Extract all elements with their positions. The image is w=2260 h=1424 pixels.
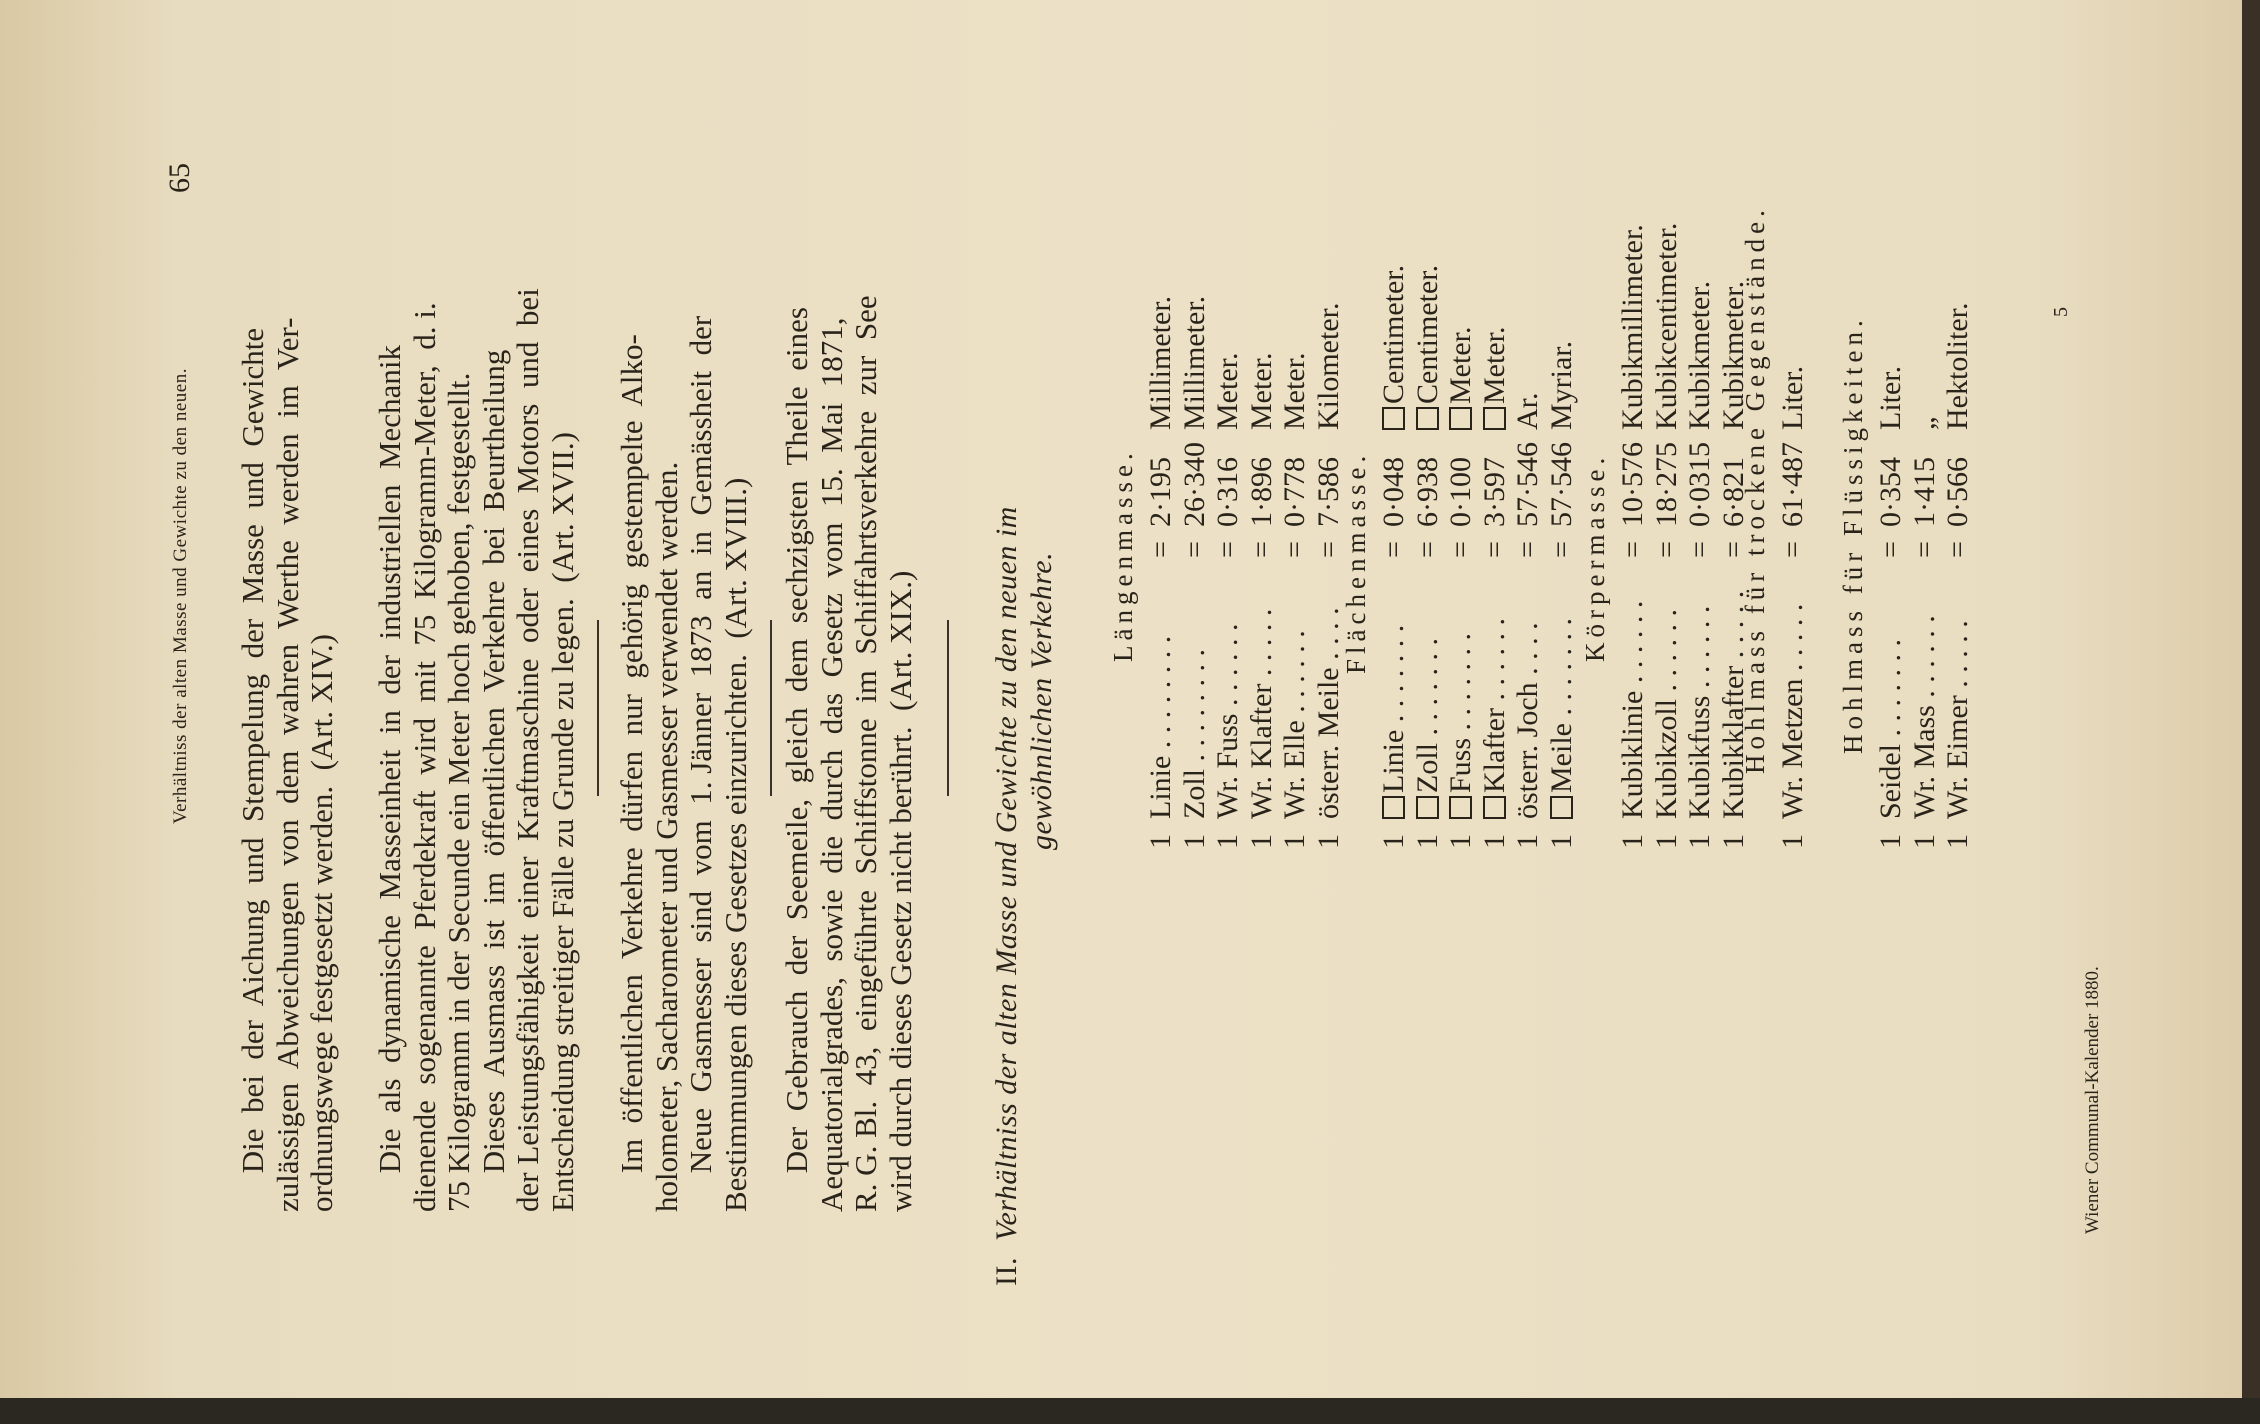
table-row (1444, 0, 1477, 1424)
row-value: 0·778 (1278, 457, 1311, 527)
row-quantity: 1 (1874, 834, 1907, 849)
table-row (1650, 0, 1683, 1424)
row-quantity: 1 (1278, 834, 1311, 849)
row-quantity: 1 (1716, 834, 1750, 849)
row-equals: = (1244, 541, 1278, 558)
row-value: 0·354 (1874, 457, 1907, 527)
row-quantity: 1 (1907, 834, 1941, 849)
row-equals: = (1941, 541, 1974, 558)
row-value: 1·896 (1244, 457, 1278, 527)
table-row (1545, 0, 1578, 1424)
paragraph-art-xvii: Die als dynamische Masseinheit in der industriellen Mechanik dienende sogenannte Pferdekraft wird mit 75 Kilogramm-Meter, d. i. 75 Kilogramm in der Secunde ein Meter hoch gehoben, festgestellt. Dieses Ausmass ist im öffentlichen Verkehre bei Beurtheilung der Leistungsfähigkeit einer Kraftmaschine oder eines Motors und bei Entscheidung streitiger Fälle zu Grunde zu legen. (Art. XVII.) (372, 288, 580, 1212)
row-equals: = (1278, 541, 1311, 558)
square-unit-icon (1416, 796, 1439, 819)
row-old-unit: Wr. Eimer . . . . . (1941, 620, 1974, 819)
row-value: 6·821 (1716, 457, 1750, 527)
table-row (1908, 0, 1941, 1424)
row-equals: = (1211, 541, 1244, 558)
row-new-unit: Kilometer. (1311, 302, 1345, 430)
table-row (1278, 0, 1311, 1424)
row-quantity: 1 (1544, 834, 1578, 849)
table-row (1245, 0, 1278, 1424)
footer-text: Wiener Communal-Kalender 1880. (2082, 966, 2103, 1234)
row-value: 26·340 (1177, 442, 1211, 527)
row-old-unit: Zoll . . . . . . . . (1177, 649, 1211, 819)
row-quantity: 1 (1144, 834, 1177, 849)
running-head: Verhältniss der alten Masse und Gewichte zu den neuen. (170, 368, 191, 824)
table-group-title: Hohlmass für Flüssigkeiten. (1838, 315, 1868, 754)
row-equals: = (1311, 541, 1345, 558)
square-unit-icon (1382, 407, 1405, 430)
row-quantity: 1 (1941, 834, 1974, 849)
row-new-unit: Kubikmeter. (1683, 280, 1716, 430)
row-equals: = (1511, 541, 1544, 558)
table-row (1616, 0, 1649, 1424)
row-old-unit: Wr. Fuss . . . . . . (1211, 623, 1244, 819)
row-new-unit: Kubikcentimeter. (1649, 222, 1683, 430)
row-new-unit: Hektoliter. (1941, 302, 1974, 430)
row-new-unit: Meter. (1244, 352, 1278, 430)
row-old-unit: Zoll . . . . . . . (1411, 638, 1444, 819)
table-group-title: Längenmasse. (1108, 448, 1138, 662)
table-group-title: Hohlmass für trockene Gegenstände. (1740, 205, 1770, 774)
row-quantity: 1 (1776, 834, 1809, 849)
square-unit-icon (1449, 407, 1472, 430)
row-equals: = (1907, 541, 1941, 558)
section-title-line1: Verhältniss der alten Masse und Gewichte zu den neuen im (990, 506, 1023, 1242)
row-value: 0·048 (1377, 457, 1410, 527)
row-old-unit: Linie . . . . . . . (1377, 625, 1410, 819)
row-quantity: 1 (1511, 834, 1544, 849)
square-unit-icon (1382, 796, 1405, 819)
row-new-unit: Kubikmeter. (1716, 280, 1750, 430)
square-unit-icon (1416, 407, 1439, 430)
row-old-unit: Fuss . . . . . . . (1444, 633, 1477, 819)
row-new-unit: Liter. (1776, 365, 1809, 430)
row-equals: = (1683, 541, 1716, 558)
divider (947, 620, 949, 796)
row-old-unit: österr. Joch . . . . (1511, 622, 1544, 819)
table-row (1312, 0, 1345, 1424)
row-new-unit: Meter. (1278, 352, 1311, 430)
row-new-unit: Kubikmillimeter. (1616, 224, 1649, 430)
divider (597, 620, 599, 796)
row-quantity: 1 (1477, 834, 1511, 849)
row-equals: = (1444, 541, 1477, 558)
row-old-unit: Klafter . . . . . . (1478, 618, 1511, 819)
row-new-unit: Centimeter. (1411, 265, 1444, 430)
row-equals: = (1177, 541, 1211, 558)
row-old-unit: Wr. Mass . . . . . . (1907, 615, 1941, 819)
row-equals: = (1776, 541, 1809, 558)
section-roman: II. (990, 1257, 1023, 1286)
row-new-unit: Liter. (1874, 365, 1907, 430)
section-heading-line1 (990, 506, 1024, 1286)
row-old-unit: Kubikzoll . . . . . . (1649, 609, 1683, 819)
row-old-unit: Meile . . . . . . . (1545, 618, 1578, 819)
row-equals: = (1544, 541, 1578, 558)
row-quantity: 1 (1410, 834, 1444, 849)
row-equals: = (1144, 541, 1177, 558)
table-group-title: Flächenmasse. (1341, 450, 1371, 674)
paragraph-art-xix: Der Gebrauch der Seemeile, gleich dem sechzigsten Theile eines Aequatorialgrades, sowie die durch das Gesetz vom 15. Mai 1871, R. G. Bl. 43, eingeführte Schiffstonne im Schiffahrtsverkehre zur See wird durch dieses Gesetz nicht berührt. (Art. XIX.) (779, 295, 918, 1212)
row-equals: = (1716, 541, 1750, 558)
row-value: 3·597 (1477, 457, 1511, 527)
row-value: 0·0315 (1683, 442, 1716, 527)
row-quantity: 1 (1444, 834, 1477, 849)
table-row (1776, 0, 1809, 1424)
paragraph-art-xviii: Im öffentlichen Verkehre dürfen nur gehörig gestempelte Alko- holometer, Sacharometer und Gasmesser verwendet werden. Neue Gasmesser sind vom 1. Jänner 1873 an in Gemässheit der Bestimmungen dieses Gesetzes einzurichten. (Art. XVIII.) (614, 315, 753, 1212)
table-row (1941, 0, 1974, 1424)
table-row (1377, 0, 1410, 1424)
row-old-unit: Seidel . . . . . . . (1874, 639, 1907, 819)
table-row (1511, 0, 1544, 1424)
row-old-unit: Wr. Metzen . . . . . (1776, 603, 1809, 819)
table-row (1874, 0, 1907, 1424)
square-unit-icon (1483, 407, 1506, 430)
square-unit-icon (1550, 796, 1573, 819)
row-value: 0·316 (1211, 457, 1244, 527)
table-row (1683, 0, 1716, 1424)
row-equals: = (1377, 541, 1410, 558)
row-equals: = (1410, 541, 1444, 558)
row-value: 57·546 (1544, 442, 1578, 527)
row-value: 7·586 (1311, 457, 1345, 527)
row-value: 61·487 (1776, 442, 1809, 527)
row-quantity: 1 (1683, 834, 1716, 849)
table-row (1211, 0, 1244, 1424)
row-new-unit: Centimeter. (1377, 265, 1410, 430)
row-quantity: 1 (1616, 834, 1649, 849)
row-new-unit: Ar. (1511, 392, 1544, 430)
row-value: 0·566 (1941, 457, 1974, 527)
row-quantity: 1 (1311, 834, 1345, 849)
row-new-unit: Myriar. (1544, 340, 1578, 430)
row-value: 0·100 (1444, 457, 1477, 527)
row-value: 18·275 (1649, 442, 1683, 527)
row-quantity: 1 (1377, 834, 1410, 849)
row-new-unit: Meter. (1211, 352, 1244, 430)
row-old-unit: Kubikfuss . . . . . . (1683, 605, 1716, 819)
divider (770, 620, 772, 796)
table-row (1144, 0, 1177, 1424)
section-heading-line2 (1025, 552, 1059, 850)
row-equals: = (1616, 541, 1649, 558)
square-unit-icon (1483, 796, 1506, 819)
page-number: 65 (163, 163, 196, 193)
row-quantity: 1 (1244, 834, 1278, 849)
row-new-unit: Meter. (1478, 327, 1511, 430)
row-old-unit: Wr. Elle . . . . . . (1278, 630, 1311, 819)
row-new-unit: Millimeter. (1177, 295, 1211, 430)
table-row (1411, 0, 1444, 1424)
paragraph-art-xiv: Die bei der Aichung und Stempelung der Masse und Gewichte zulässigen Abweichungen von dem wahren Werthe werden im Ver- ordnungswege festgesetzt werden. (Art. XIV.) (235, 317, 339, 1212)
signature-mark: 5 (2050, 307, 2072, 317)
section-title-line2: gewöhnlichen Verkehre. (1025, 551, 1058, 850)
row-quantity: 1 (1211, 834, 1244, 849)
row-old-unit: Kubikklafter . . . . . (1716, 590, 1750, 819)
row-value: 2·195 (1144, 457, 1177, 527)
row-new-unit: „ (1907, 416, 1941, 430)
row-old-unit: Kubiklinie . . . . . . (1616, 600, 1649, 819)
row-value: 1·415 (1907, 457, 1941, 527)
row-value: 6·938 (1410, 457, 1444, 527)
row-new-unit: Millimeter. (1144, 295, 1177, 430)
row-equals: = (1874, 541, 1907, 558)
row-new-unit: Meter. (1444, 327, 1477, 430)
row-equals: = (1477, 541, 1511, 558)
row-value: 57·546 (1511, 442, 1544, 527)
row-quantity: 1 (1177, 834, 1211, 849)
table-row (1478, 0, 1511, 1424)
row-old-unit: Wr. Klafter . . . . . (1244, 608, 1278, 819)
row-equals: = (1649, 541, 1683, 558)
table-group-title: Körpermasse. (1580, 452, 1610, 662)
row-old-unit: österr. Meile . . . . (1311, 607, 1345, 819)
row-quantity: 1 (1649, 834, 1683, 849)
row-value: 10·576 (1616, 442, 1649, 527)
square-unit-icon (1449, 796, 1472, 819)
row-old-unit: Linie . . . . . . . . (1144, 635, 1177, 819)
table-row (1178, 0, 1211, 1424)
